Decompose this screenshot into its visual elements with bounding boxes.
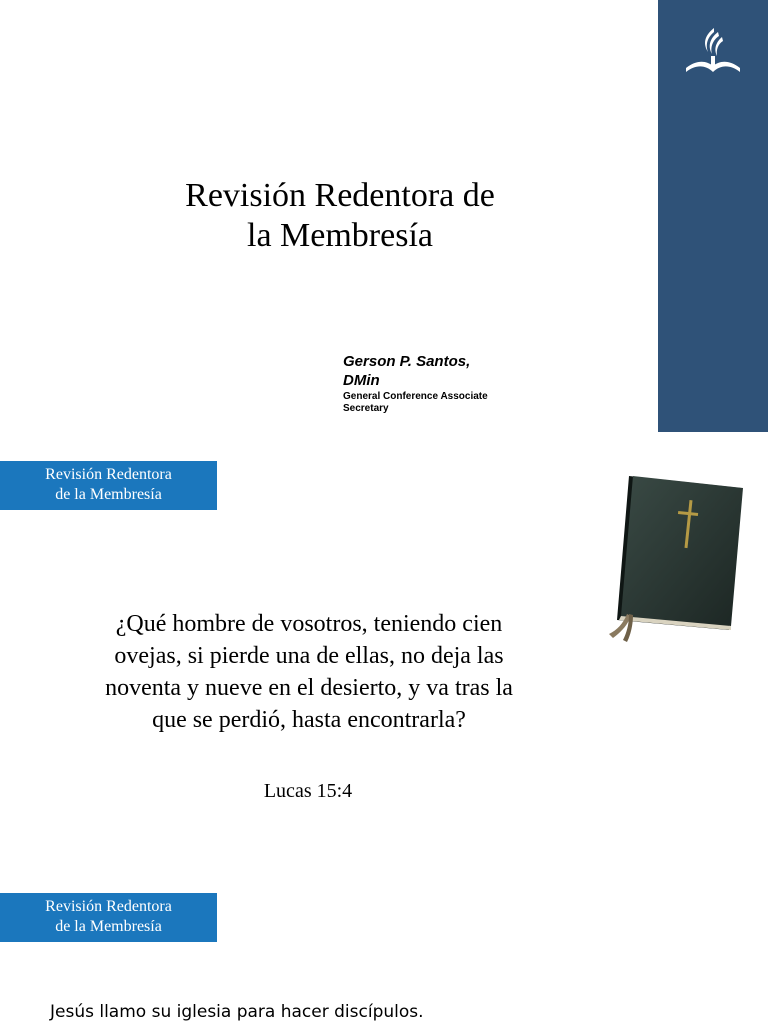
- title-line-2: la Membresía: [247, 217, 433, 254]
- quote-line-3: noventa y nueve en el desierto, y va tras la: [105, 675, 513, 701]
- author-role-line-2: Secretary: [343, 403, 389, 414]
- bible-icon: [603, 474, 745, 644]
- quote-line-1: ¿Qué hombre de vosotros, teniendo cien: [115, 611, 503, 637]
- quote-line-2: ovejas, si pierde una de ellas, no deja las: [114, 643, 504, 669]
- section-banner: [0, 461, 217, 510]
- banner-line-1: Revisión Redentora: [45, 466, 172, 483]
- content-slide: [0, 864, 768, 1024]
- scripture-quote: [50, 608, 568, 736]
- author-name: [343, 352, 583, 390]
- title-slide: [0, 0, 768, 432]
- quote-line-4: que se perdió, hasta encontrarla?: [152, 707, 466, 733]
- banner2-line-1: Revisión Redentora: [45, 898, 172, 915]
- author-name-line-1: Gerson P. Santos,: [343, 353, 471, 370]
- author-role-line-1: General Conference Associate: [343, 391, 488, 402]
- quote-slide: [0, 432, 768, 864]
- author-role: [343, 391, 583, 415]
- banner2-line-2: de la Membresía: [55, 918, 162, 935]
- author-name-line-2: DMin: [343, 372, 380, 389]
- presentation-title: [120, 176, 560, 256]
- scripture-reference: Lucas 15:4: [263, 780, 353, 802]
- banner-line-2: de la Membresía: [55, 486, 162, 503]
- author-block: [343, 352, 583, 415]
- body-text: Jesús llamo su iglesia para hacer discípulos.: [50, 1002, 424, 1022]
- church-logo-icon: [684, 26, 742, 78]
- section-banner-2: [0, 893, 217, 942]
- title-line-1: Revisión Redentora de: [185, 177, 495, 214]
